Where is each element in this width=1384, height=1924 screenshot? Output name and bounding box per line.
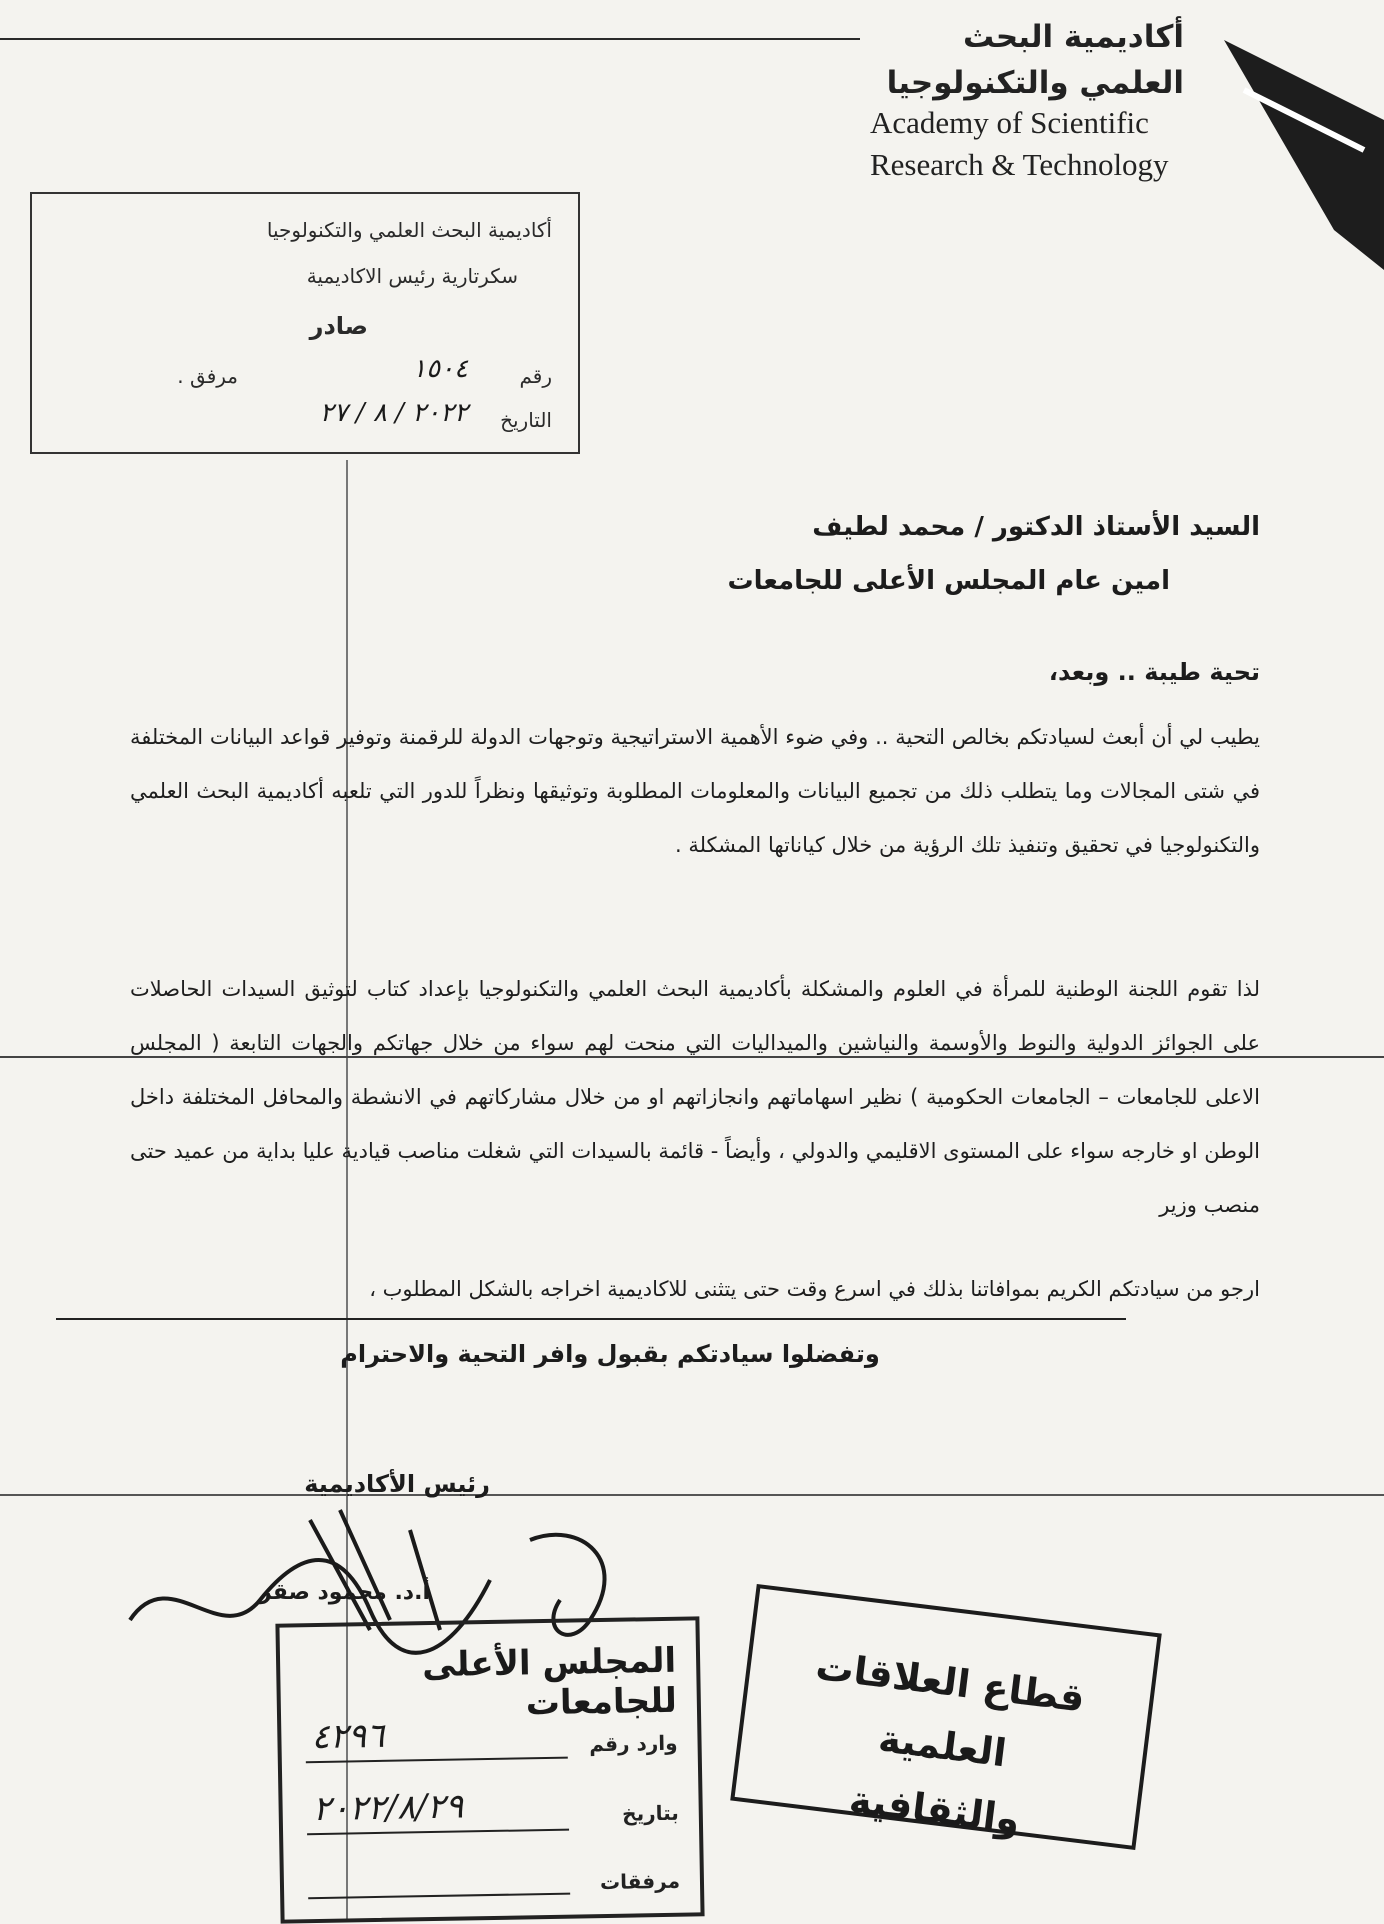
fold-line-lower bbox=[0, 1494, 1384, 1496]
signature-title: رئيس الأكاديمية bbox=[304, 1470, 490, 1498]
received-stamp-title: المجلس الأعلى للجامعات bbox=[421, 1640, 678, 1724]
registry-line2: سكرتارية رئيس الاكاديمية bbox=[306, 264, 518, 288]
addressee-title: امين عام المجلس الأعلى للجامعات bbox=[727, 566, 1170, 596]
fold-line-horizontal bbox=[0, 1056, 1384, 1058]
received-incoming-label: وارد رقم bbox=[589, 1730, 678, 1757]
body-paragraph-3: ارجو من سيادتكم الكريم بموافاتنا بذلك في اسرع وقت حتى يتثنى للاكاديمية اخراجه بالشكل المطلوب ، bbox=[369, 1277, 1260, 1301]
registry-line1: أكاديمية البحث العلمي والتكنولوجيا bbox=[266, 218, 552, 242]
addressee-name: السيد الأستاذ الدكتور / محمد لطيف bbox=[812, 512, 1260, 542]
received-incoming-value: ٤٢٩٦ bbox=[311, 1715, 385, 1758]
registry-date-value: ٢٠٢٢ / ٨ / ٢٧ bbox=[319, 398, 468, 428]
academy-english-name bbox=[870, 102, 1200, 186]
registry-number-value: ١٥٠٤ bbox=[412, 354, 468, 384]
academy-arabic-name bbox=[744, 14, 1184, 106]
registry-number-label: رقم bbox=[519, 364, 552, 388]
received-attachments-rule bbox=[308, 1893, 570, 1900]
relations-sector-stamp bbox=[730, 1584, 1162, 1850]
signatory-name: أ.د. محمود صقر bbox=[259, 1580, 430, 1605]
registry-attachment-label: مرفق . bbox=[177, 364, 238, 388]
academy-english-line1: Academy of Scientific bbox=[870, 105, 1149, 140]
received-incoming-rule bbox=[306, 1757, 568, 1764]
header-rule bbox=[0, 38, 860, 40]
body-paragraph-2: لذا تقوم اللجنة الوطنية للمرأة في العلوم والمشكلة بأكاديمية البحث العلمي والتكنولوجيا بإعداد كتاب لتوثيق السيدات الحاصلات على الجوائز الدولية والنوط والأوسمة والنياشين والميداليات التي منحت لهم سواء من خلال جهاتكم والجهات التابعة ( المجلس الاعلى للجامعات – الجامعات الحكومية ) نظير اسهاماتهم وانجازاتهم او من خلال مشاركاتهم في الانشطة والمحافل المختلفة داخل الوطن او خارجه سواء على المستوى الاقليمي والدولي ، وأيضاً - قائمة بالسيدات التي شغلت مناصب قيادية عليا بداية من عميد حتى منصب وزير bbox=[130, 977, 1260, 1217]
academy-arabic-line1: أكاديمية البحث bbox=[963, 19, 1184, 55]
addressee-block bbox=[360, 500, 1260, 608]
received-stamp bbox=[275, 1616, 704, 1923]
received-date-rule bbox=[307, 1829, 569, 1836]
received-date-value: ٢٠٢٢/٨/٢٩ bbox=[312, 1786, 464, 1830]
body-paragraph-1: يطيب لي أن أبعث لسيادتكم بخالص التحية .. وفي ضوء الأهمية الاستراتيجية وتوجهات الدولة للرقمنة وتوفير قواعد البيانات المختلفة في شتى المجالات وما يتطلب ذلك من تجميع البيانات والمعلومات المطلوبة وتوثيقها ونظراً للدور التي تلعبه أكاديمية البحث العلمي والتكنولوجيا في تحقيق وتنفيذ تلك الرؤية من خلال كياناتها المشكلة . bbox=[130, 725, 1260, 857]
received-attachments-label: مرفقات bbox=[599, 1868, 681, 1895]
registry-date-label: التاريخ bbox=[500, 408, 552, 432]
relations-stamp-text bbox=[732, 1626, 1152, 1865]
salutation: تحية طيبة .. وبعد، bbox=[1048, 658, 1260, 686]
registry-outgoing-label: صادر bbox=[309, 312, 368, 340]
academy-arabic-line2: العلمي والتكنولوجيا bbox=[886, 65, 1184, 101]
academy-logo-icon bbox=[1214, 30, 1384, 270]
closing-line: وتفضلوا سيادتكم بقبول وافر التحية والاحترام bbox=[340, 1340, 880, 1368]
relations-stamp-line1: قطاع العلاقات العلمية bbox=[813, 1643, 1088, 1776]
paragraph-3-underline bbox=[56, 1318, 1126, 1320]
academy-english-line2: Research & Technology bbox=[870, 147, 1169, 182]
received-date-label: بتاريخ bbox=[621, 1800, 679, 1826]
relations-stamp-line2: والثقافية bbox=[846, 1777, 1023, 1842]
outgoing-registry-stamp bbox=[30, 192, 580, 454]
